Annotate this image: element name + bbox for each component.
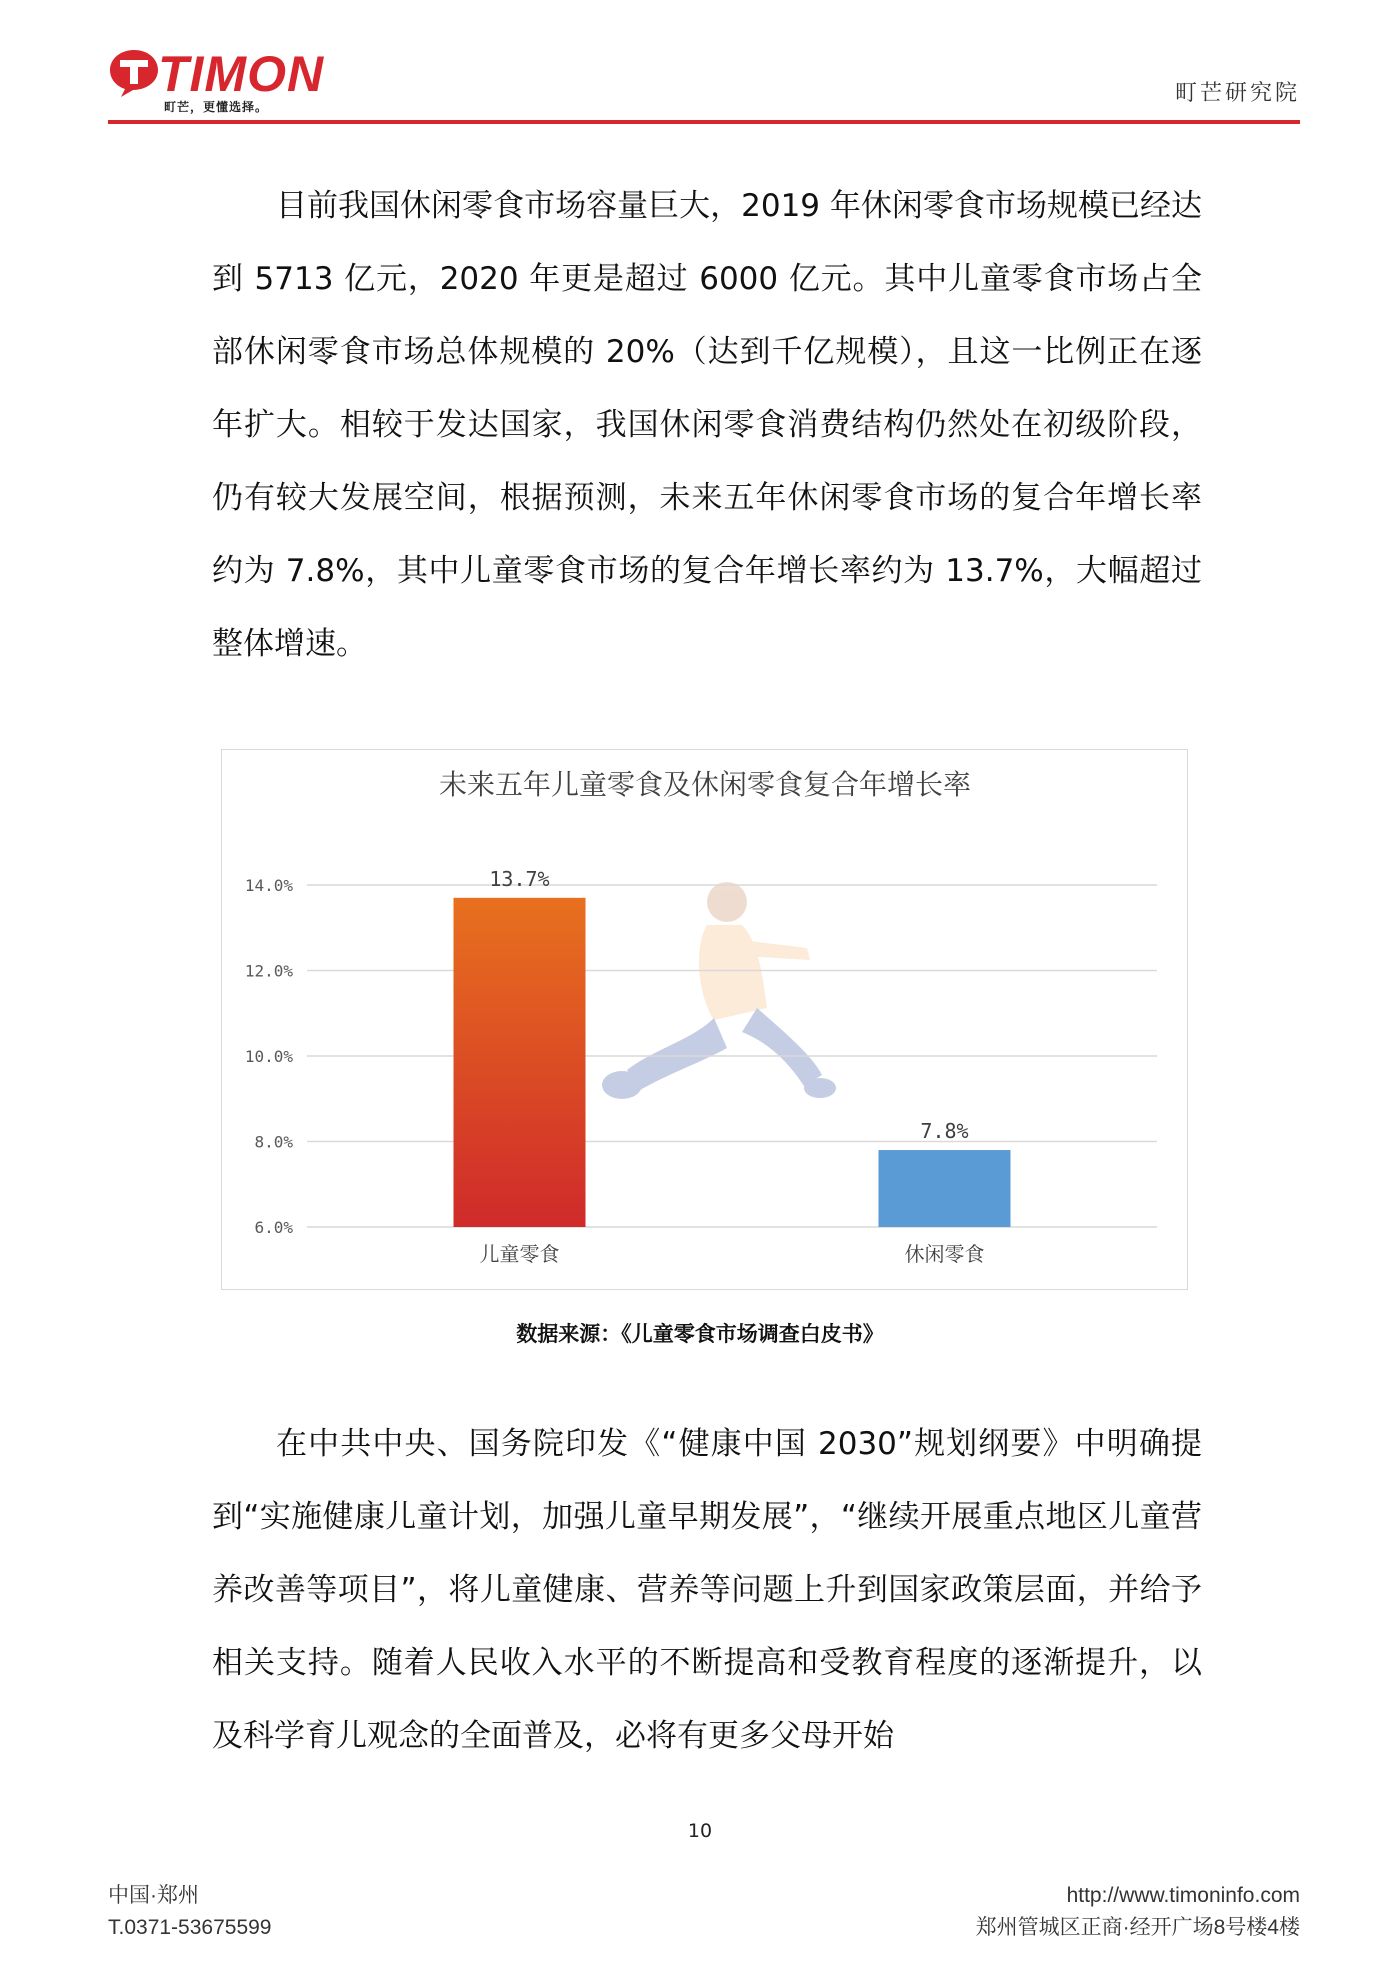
page-number: 10 (687, 1820, 713, 1842)
footer-website[interactable]: http://www.timoninfo.com (1066, 1884, 1300, 1907)
running-figure-watermark (602, 882, 836, 1099)
footer-location: 中国·郑州 (108, 1884, 199, 1907)
company-logo (108, 44, 325, 114)
footer-phone: T.0371-53675599 (108, 1916, 272, 1939)
x-category-label: 休闲零食 (904, 1242, 985, 1266)
footer-contact (108, 1880, 271, 1944)
logo-tagline: 町芒，更懂选择。 (164, 100, 269, 114)
bar-chart (221, 749, 1188, 1290)
bar-leisure-snacks (879, 1150, 1011, 1227)
y-tick-label: 8.0% (254, 1132, 293, 1152)
y-tick-label: 10.0% (244, 1047, 293, 1066)
bar-children-snacks (454, 898, 586, 1227)
body-paragraph: 在中共中央、国务院印发《“健康中国 2030”规划纲要》中明确提到“实施健康儿童计划，加强儿童早期发展”，“继续开展重点地区儿童营养改善等项目”，将儿童健康、营养等问题上升到国家政策层面，并给予相关支持。随着人民收入水平的不断提高和受教育程度的逐渐提升，以及科学育儿观念的全面普及，必将有更多父母开始 (212, 1426, 1202, 1754)
logo-speech-bubble-icon (108, 48, 160, 98)
footer-info (976, 1880, 1300, 1944)
bar-value-label: 13.7% (489, 866, 550, 891)
y-tick-label: 14.0% (244, 876, 293, 895)
header-organization: 町芒研究院 (1174, 81, 1300, 106)
y-tick-label: 12.0% (244, 961, 293, 981)
logo-wordmark: TIMON (158, 46, 325, 102)
y-tick-label: 6.0% (254, 1218, 293, 1237)
chart-title: 未来五年儿童零食及休闲零食复合年增长率 (438, 768, 972, 801)
footer-address: 郑州管城区正商·经开广场8号楼4楼 (975, 1916, 1300, 1939)
body-paragraph: 目前我国休闲零食市场容量巨大，2019 年休闲零食市场规模已经达到 5713 亿元，2020 年更是超过 6000 亿元。其中儿童零食市场占全部休闲零食市场总体规模的 20%（达到千亿规模），且这一比例正在逐年扩大。相较于发达国家，我国休闲零食消费结构仍然处在初级阶段，仍有较大发展空间，根据预测，未来五年休闲零食市场的复合年增长率约为 7.8%，其中儿童零食市场的复合年增长率约为 13.7%，大幅超过整体增速。 (212, 188, 1202, 662)
header-divider (108, 120, 1300, 124)
chart-source-note: 数据来源：《儿童零食市场调查白皮书》 (516, 1322, 884, 1346)
bar-value-label: 7.8% (920, 1119, 969, 1144)
chart-canvas (222, 750, 1189, 1291)
x-category-label: 儿童零食 (479, 1242, 560, 1266)
